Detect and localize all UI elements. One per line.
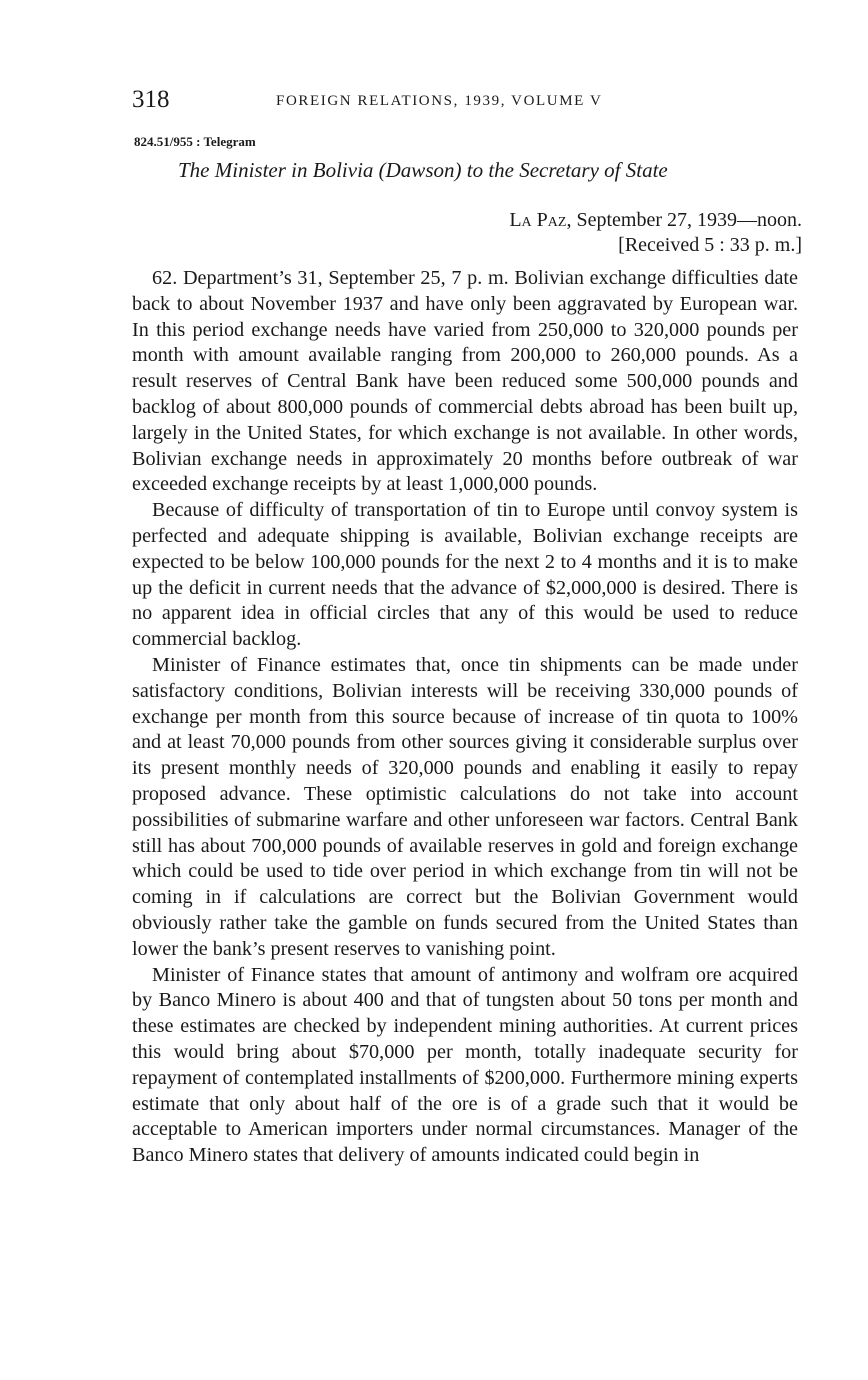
telegram-body <box>132 266 798 1169</box>
dateline-place: La Paz <box>509 209 567 231</box>
dateline-date: , September 27, 1939—noon. <box>566 209 802 231</box>
dateline-sent <box>509 208 802 233</box>
paragraph: 62. Department’s 31, September 25, 7 p. m. Bolivian exchange difficulties date back to about November 1937 and have only been aggravated by European war. In this period exchange needs have varied from 250,000 to 320,000 pounds per month with amount available ranging from 200,000 to 260,000 pounds. As a result reserves of Central Bank have been reduced some 500,000 pounds and backlog of about 800,000 pounds of commercial debts abroad has been built up, largely in the United States, for which exchange is not available. In other words, Bolivian exchange needs in approximately 20 months before outbreak of war exceeded exchange receipts by at least 1,000,000 pounds. <box>132 267 798 496</box>
page-number: 318 <box>132 86 170 113</box>
paragraph: Because of difficulty of transportation of tin to Europe until convoy system is perfected and adequate shipping is available, Bolivian exchange receipts are expected to be below 100,000 pounds for the next 2 to 4 months and it is to make up the deficit in current needs that the advance of $2,000,000 is desired. There is no apparent idea in official circles that any of this would be used to reduce commercial backlog. <box>132 499 798 651</box>
document-title: The Minister in Bolivia (Dawson) to the Secretary of State <box>178 158 668 182</box>
dateline-received: [Received 5 : 33 p. m.] <box>618 234 802 256</box>
paragraph: Minister of Finance estimates that, once tin shipments can be made under satisfactory conditions, Bolivian interests will be receiving 330,000 pounds of exchange per month from this source because of increase of tin quota to 100% and at least 70,000 pounds from other sources giving it considerable surplus over its present monthly needs of 320,000 pounds and enabling it easily to repay proposed advance. These optimistic calculations do not take into account possibilities of submarine warfare and other unforeseen war factors. Central Bank still has about 700,000 pounds of available reserves in gold and foreign exchange which could be used to tide over period in which exchange from tin will not be coming in if calculations are correct but the Bolivian Government would obviously rather take the gamble on funds secured from the United States than lower the bank’s present reserves to vanishing point. <box>132 653 798 960</box>
paragraph: Minister of Finance states that amount of antimony and wolfram ore acquired by Banco Minero is about 400 and that of tungsten about 50 tons per month and these estimates are checked by independent mining authorities. At current prices this would bring about $70,000 per month, totally inadequate security for repayment of contemplated installments of $200,000. Furthermore mining experts estimate that only about half of the ore is of a grade such that it would be acceptable to American importers under normal circumstances. Manager of the Banco Minero states that delivery of amounts indicated could begin in <box>132 963 798 1167</box>
dateline <box>509 208 802 258</box>
file-reference: 824.51/955 : Telegram <box>134 134 256 149</box>
running-head <box>132 86 802 116</box>
running-title: FOREIGN RELATIONS, 1939, VOLUME V <box>276 93 603 109</box>
